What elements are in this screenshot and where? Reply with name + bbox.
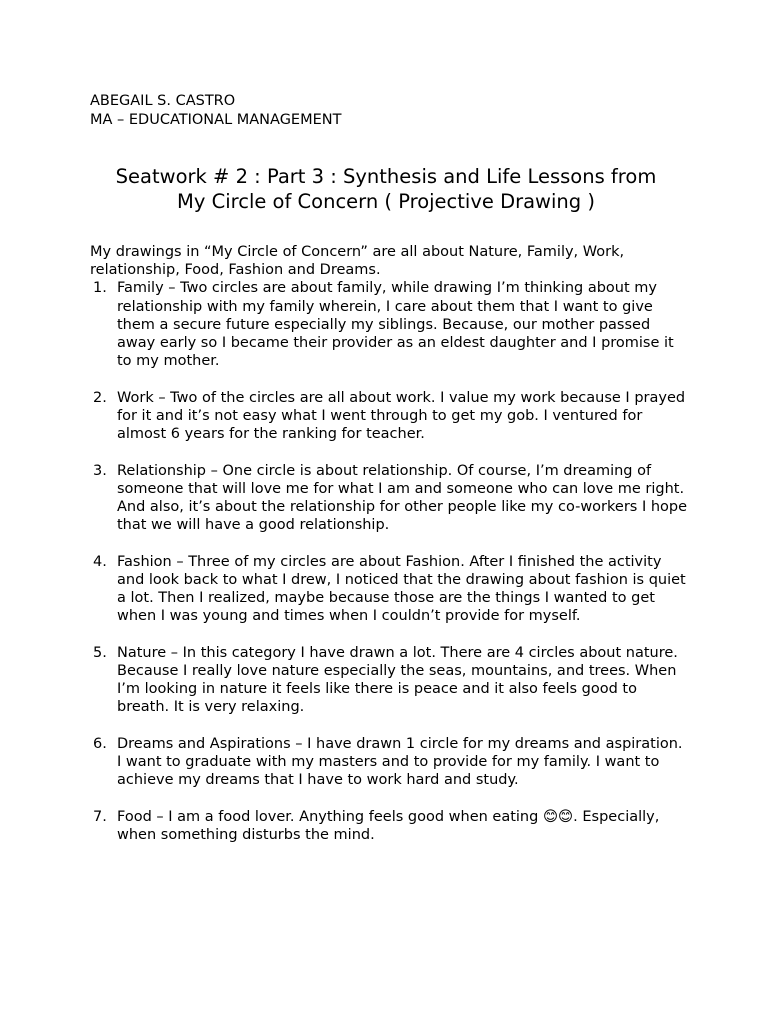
list-item-number: 5.	[93, 644, 107, 661]
list-item-number: 4.	[93, 553, 107, 570]
list-item-text: Work – Two of the circles are all about work. I value my work because I prayed for it and it’s not easy what I went through to get my gob. I ventured for almost 6 years for the ranking for teacher.	[117, 389, 686, 443]
list-item	[90, 462, 690, 535]
list-item-text: Relationship – One circle is about relationship. Of course, I’m dreaming of someone that will love me for what I am and someone who can love me right. And also, it’s about the relationship for other people like my co-workers I hope that we will have a good relationship.	[117, 462, 688, 534]
document-body	[90, 243, 690, 863]
list-item-number: 3.	[93, 462, 107, 479]
list-item	[90, 735, 690, 790]
list-item	[90, 644, 690, 717]
title-line-2: My Circle of Concern ( Projective Drawing )	[177, 189, 595, 213]
list-item	[90, 553, 690, 626]
author-program: MA – EDUCATIONAL MANAGEMENT	[90, 111, 342, 128]
list-item-number: 1.	[93, 280, 107, 297]
list-item-text: Food – I am a food lover. Anything feels good when eating 😊😊. Especially, when something disturbs the mind.	[117, 808, 660, 844]
list-item	[90, 389, 690, 444]
list-item	[90, 808, 690, 844]
author-name: ABEGAIL S. CASTRO	[90, 93, 236, 109]
title-line-1: Seatwork # 2 : Part 3 : Synthesis and Life Lessons from	[115, 165, 657, 188]
list-item-text: Fashion – Three of my circles are about Fashion. After I finished the activity and look back to what I drew, I noticed that the drawing about fashion is quiet a lot. Then I realized, maybe because those are the things I wanted to get when I was young and times when I couldn’t provide for myself.	[117, 553, 686, 625]
author-block	[90, 92, 341, 129]
list-item-text: Family – Two circles are about family, while drawing I’m thinking about my relationship with my family wherein, I care about them that I want to give them a secure future especially my siblings. Because, our mother passed away early so I became their provider as an eldest daughter and I promise it to my mother.	[117, 280, 674, 370]
list-item	[90, 279, 690, 370]
list-item-text: Nature – In this category I have drawn a lot. There are 4 circles about nature. Because I really love nature especially the seas, mountains, and trees. When I’m looking in nature it feels like there is peace and it also feels good to breath. It is very relaxing.	[117, 644, 678, 716]
intro-paragraph: My drawings in “My Circle of Concern” are all about Nature, Family, Work, relationship, Food, Fashion and Dreams.	[90, 244, 625, 279]
document-title	[90, 165, 682, 214]
list-item-number: 6.	[93, 735, 107, 752]
list-item-number: 2.	[93, 389, 107, 406]
list-item-text: Dreams and Aspirations – I have drawn 1 circle for my dreams and aspiration. I want to graduate with my masters and to provide for my family. I want to achieve my dreams that I have to work hard and study.	[117, 735, 683, 789]
list-item-number: 7.	[93, 808, 107, 825]
concern-list	[90, 279, 690, 844]
